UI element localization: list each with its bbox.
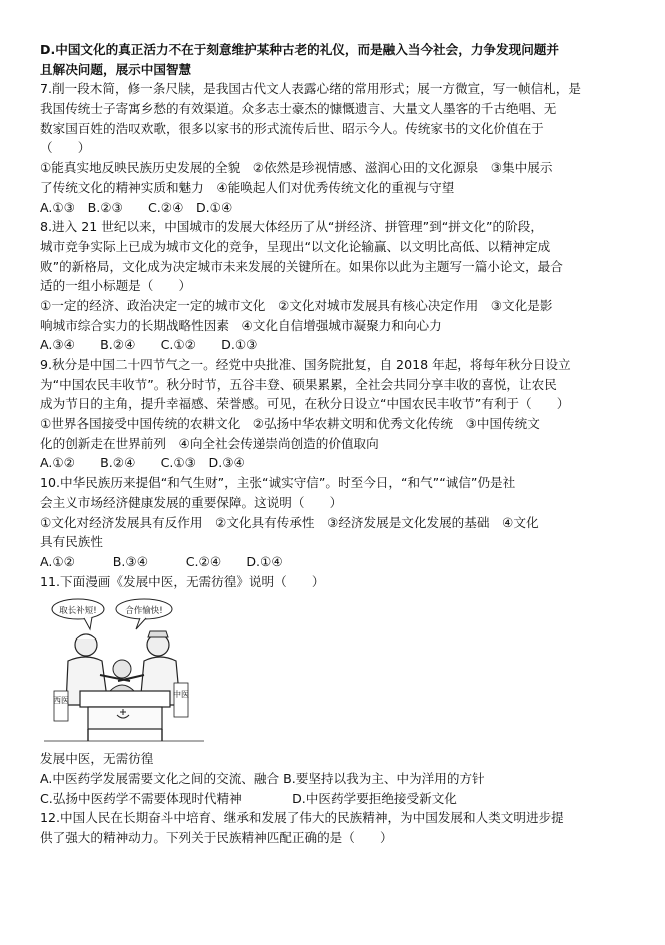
question-12-stem: 供了强大的精神动力。下列关于民族精神匹配正确的是（ ）	[40, 830, 393, 845]
question-7-stem: 我国传统士子寄寓乡愁的有效渠道。众多志士豪杰的慷慨遗言、大量文人墨客的千古绝唱、无	[40, 101, 557, 117]
question-10-statements: ①文化对经济发展具有反作用 ②文化具有传承性 ③经济发展是文化发展的基础 ④文化	[40, 514, 539, 530]
question-7-options: A.①③ B.②③ C.②④ D.①④	[40, 199, 233, 215]
option-d-line-cont: 且解决问题，展示中国智慧	[40, 61, 192, 77]
question-9-statements: 化的创新走在世界前列 ④向全社会传递崇尚创造的价值取向	[40, 435, 379, 451]
question-8-stem: 败”的新格局，文化成为决定城市未来发展的关键所在。如果你以此为主题写一篇小论文，最合	[40, 258, 563, 274]
question-9-stem: 9.秋分是中国二十四节气之一。经党中央批准、国务院批复，自 2018 年起，将每年秋分日设立	[40, 357, 571, 372]
cartoon-caption: 发展中医，无需彷徨	[40, 751, 154, 767]
cartoon-illustration	[44, 595, 204, 745]
question-8-statements: 响城市综合实力的长期战略性因素 ④文化自信增强城市凝聚力和向心力	[40, 317, 442, 333]
question-8-stem: 适的一组小标题是（ ）	[40, 278, 192, 294]
question-12-stem: 12.中国人民在长期奋斗中培育、继承和发展了伟大的民族精神，为中国发展和人类文明进步提	[40, 810, 564, 826]
question-10-stem: 10.中华民族历来提倡“和气生财”，主张“诚实守信”。时至今日，“和气”“诚信”仍是社	[40, 475, 516, 491]
question-9-stem: 为“中国农民丰收节”。秋分时节，五谷丰登、硕果累累，全社会共同分享丰收的喜悦，让农民	[40, 376, 557, 392]
question-10-options: A.①② B.③④ C.②④ D.①④	[40, 553, 283, 569]
bubble-right-text: 合作愉快!	[125, 606, 163, 617]
question-9-options: A.①② B.②④ C.①③ D.③④	[40, 455, 245, 471]
label-chinese: 中医	[173, 690, 189, 700]
patient-figure	[110, 660, 134, 691]
cartoon-figure	[40, 595, 630, 745]
question-9-stem: 成为节日的主角，提升幸福感、荣誉感。可见，在秋分日设立“中国农民丰收节”有利于（ ）	[40, 396, 570, 412]
question-8-statements: ①一定的经济、政治决定一定的城市文化 ②文化对城市发展具有核心决定作用 ③文化是影	[40, 297, 553, 313]
question-7-statements: 了传统文化的精神实质和魅力 ④能唤起人们对优秀传统文化的重视与守望	[40, 179, 455, 195]
question-10-stem: 会主义市场经济健康发展的重要保障。这说明（ ）	[40, 494, 343, 510]
option-d-line: D.中国文化的真正活力不在于刻意维护某种古老的礼仪，而是融入当今社会，力争发现问题并	[40, 42, 559, 57]
question-8-stem: 城市竞争实际上已成为城市文化的竞争，呈现出“以文化论输赢、以文明比高低、以精神定成	[40, 238, 551, 254]
question-8-stem: 8.进入 21 世纪以来，中国城市的发展大体经历了从“拼经济、拼管理”到“拼文化”的阶段，	[40, 219, 543, 235]
question-7-stem: 数家国百姓的浩叹欢歌，很多以家书的形式流传后世、昭示今人。传统家书的文化价值在于	[40, 120, 544, 136]
question-11-options-cd: C.弘扬中医药学不需要体现时代精神 D.中医药学要拒绝接受新文化	[40, 790, 457, 806]
exam-page	[40, 40, 630, 848]
question-11-options-ab: A.中医药学发展需要文化之间的交流、融合 B.要坚持以我为主、中为洋用的方针	[40, 770, 485, 786]
question-10-statements: 具有民族性	[40, 534, 103, 550]
question-11-stem: 11.下面漫画《发展中医，无需彷徨》说明（ ）	[40, 573, 325, 589]
question-7-blank: （ ）	[40, 140, 91, 156]
hospital-bed	[80, 691, 170, 741]
question-8-options: A.③④ B.②④ C.①② D.①③	[40, 337, 258, 353]
question-9-statements: ①世界各国接受中国传统的农耕文化 ②弘扬中华农耕文明和优秀文化传统 ③中国传统文	[40, 416, 540, 432]
label-west: 西医	[53, 696, 69, 706]
question-7-stem: 7.削一段木简，修一条尺牍，是我国古代文人表露心绪的常用形式；展一方微宣，写一帧信札，是	[40, 81, 581, 97]
bubble-left-text: 取长补短!	[59, 606, 97, 617]
question-7-statements: ①能真实地反映民族历史发展的全貌 ②依然是珍视情感、滋润心田的文化源泉 ③集中展示	[40, 160, 553, 176]
